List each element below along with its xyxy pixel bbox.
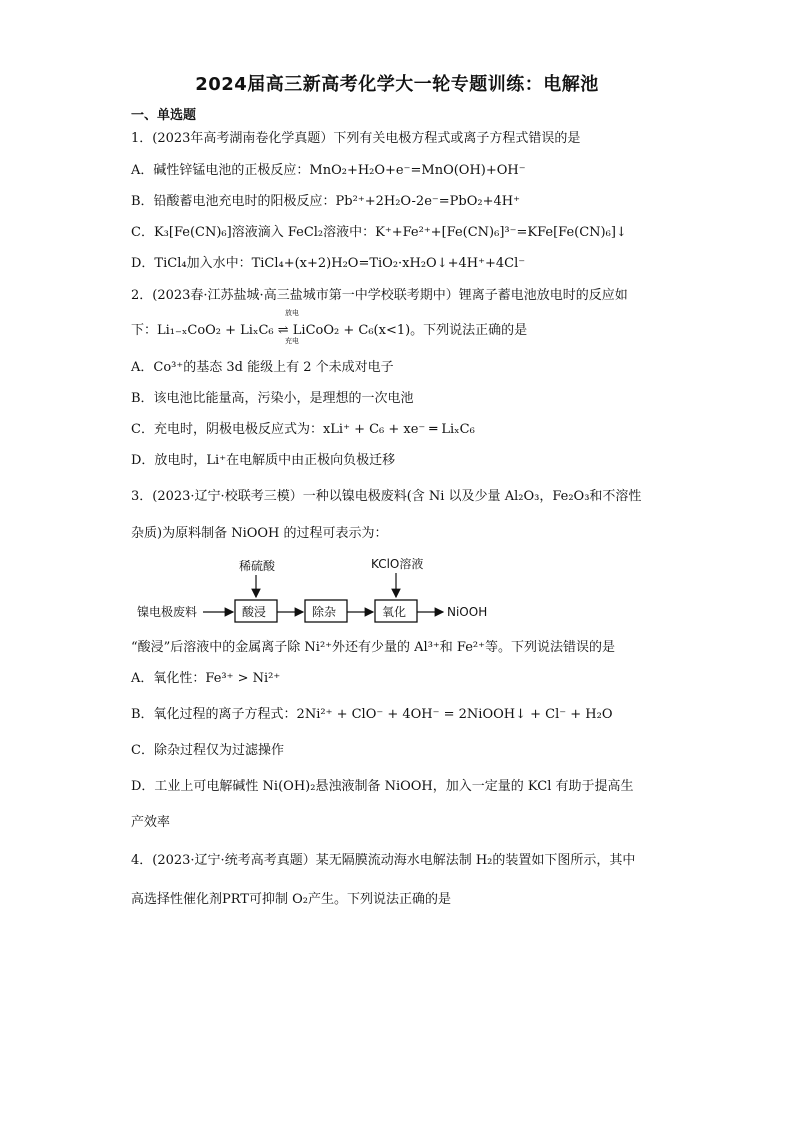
process-flowchart (131, 558, 531, 623)
q1-stem: 1．(2023年高考湖南卷化学真题）下列有关电极方程式或离子方程式错误的是 (131, 131, 581, 146)
q2-option-a: A．Co³⁺的基态 3d 能级上有 2 个未成对电子 (131, 360, 394, 375)
q1-option-b: B．铅酸蓄电池充电时的阳极反应：Pb²⁺+2H₂O-2e⁻=PbO₂+4H⁺ (131, 194, 520, 209)
q3-option-b: B．氧化过程的离子方程式：2Ni²⁺ + ClO⁻ + 4OH⁻ = 2NiOOH↓ + Cl⁻ + H₂O (131, 707, 613, 722)
arrow-label-discharge: 放电 (285, 309, 299, 317)
flow-product-label: NiOOH (447, 605, 488, 619)
q2-stem-line1: 2．(2023春·江苏盐城·高三盐城市第一中学校联考期中）锂离子蓄电池放电时的反应如 (131, 288, 628, 303)
step-purify: 除杂 (312, 605, 337, 619)
q3-option-d-line1: D．工业上可电解碱性 Ni(OH)₂悬浊液制备 NiOOH，加入一定量的 KCl 有助于提高生 (131, 779, 634, 794)
step-acid-leach: 酸浸 (242, 605, 267, 619)
q1-option-d: D．TiCl₄加入水中：TiCl₄+(x+2)H₂O=TiO₂·xH₂O↓+4H⁺+4Cl⁻ (131, 256, 526, 271)
q3-stem-line1: 3．(2023·辽宁·校联考三模）一种以镍电极废料(含 Ni 以及少量 Al₂O₃，Fe₂O₃和不溶性 (131, 489, 642, 504)
arrow-label-charge: 充电 (285, 337, 299, 345)
q2-stem-line2: 下：Li₁₋ₓCoO₂ + LiₓC₆ ⇌ LiCoO₂ + C₆(x<1)。下列说法正确的是 (131, 323, 528, 338)
reagent-sulfuric-acid: 稀硫酸 (239, 559, 276, 573)
page-title: 2024届高三新高考化学大一轮专题训练：电解池 (195, 74, 599, 95)
q4-stem-line2: 高选择性催化剂PRT可抑制 O₂产生。下列说法正确的是 (131, 892, 451, 907)
q1-option-a: A．碱性锌锰电池的正极反应：MnO₂+H₂O+e⁻=MnO(OH)+OH⁻ (131, 163, 526, 178)
q2-option-c: C．充电时，阴极电极反应式为：xLi⁺ + C₆ + xe⁻ ═ LiₓC₆ (131, 422, 475, 437)
flow-start-label: 镍电极废料 (137, 605, 198, 619)
q1-option-c: C．K₃[Fe(CN)₆]溶液滴入 FeCl₂溶液中：K⁺+Fe²⁺+[Fe(CN)₆]³⁻=KFe[Fe(CN)₆]↓ (131, 225, 627, 240)
q4-stem-line1: 4．(2023·辽宁·统考高考真题）某无隔膜流动海水电解法制 H₂的装置如下图所示，其中 (131, 853, 636, 868)
q3-option-d-line2: 产效率 (131, 815, 171, 830)
q3-context: “酸浸”后溶液中的金属离子除 Ni²⁺外还有少量的 Al³⁺和 Fe²⁺等。下列说法错误的是 (131, 640, 615, 655)
q3-option-c: C．除杂过程仅为过滤操作 (131, 743, 284, 758)
q3-stem-line2: 杂质)为原料制备 NiOOH 的过程可表示为： (131, 526, 388, 541)
reagent-kclo: KClO溶液 (371, 558, 424, 571)
q3-option-a: A．氧化性：Fe³⁺ > Ni²⁺ (131, 671, 281, 686)
q2-option-d: D．放电时，Li⁺在电解质中由正极向负极迁移 (131, 453, 396, 468)
step-oxidize: 氧化 (382, 605, 407, 619)
section-heading: 一、单选题 (131, 108, 197, 123)
q2-option-b: B．该电池比能量高，污染小，是理想的一次电池 (131, 391, 414, 406)
